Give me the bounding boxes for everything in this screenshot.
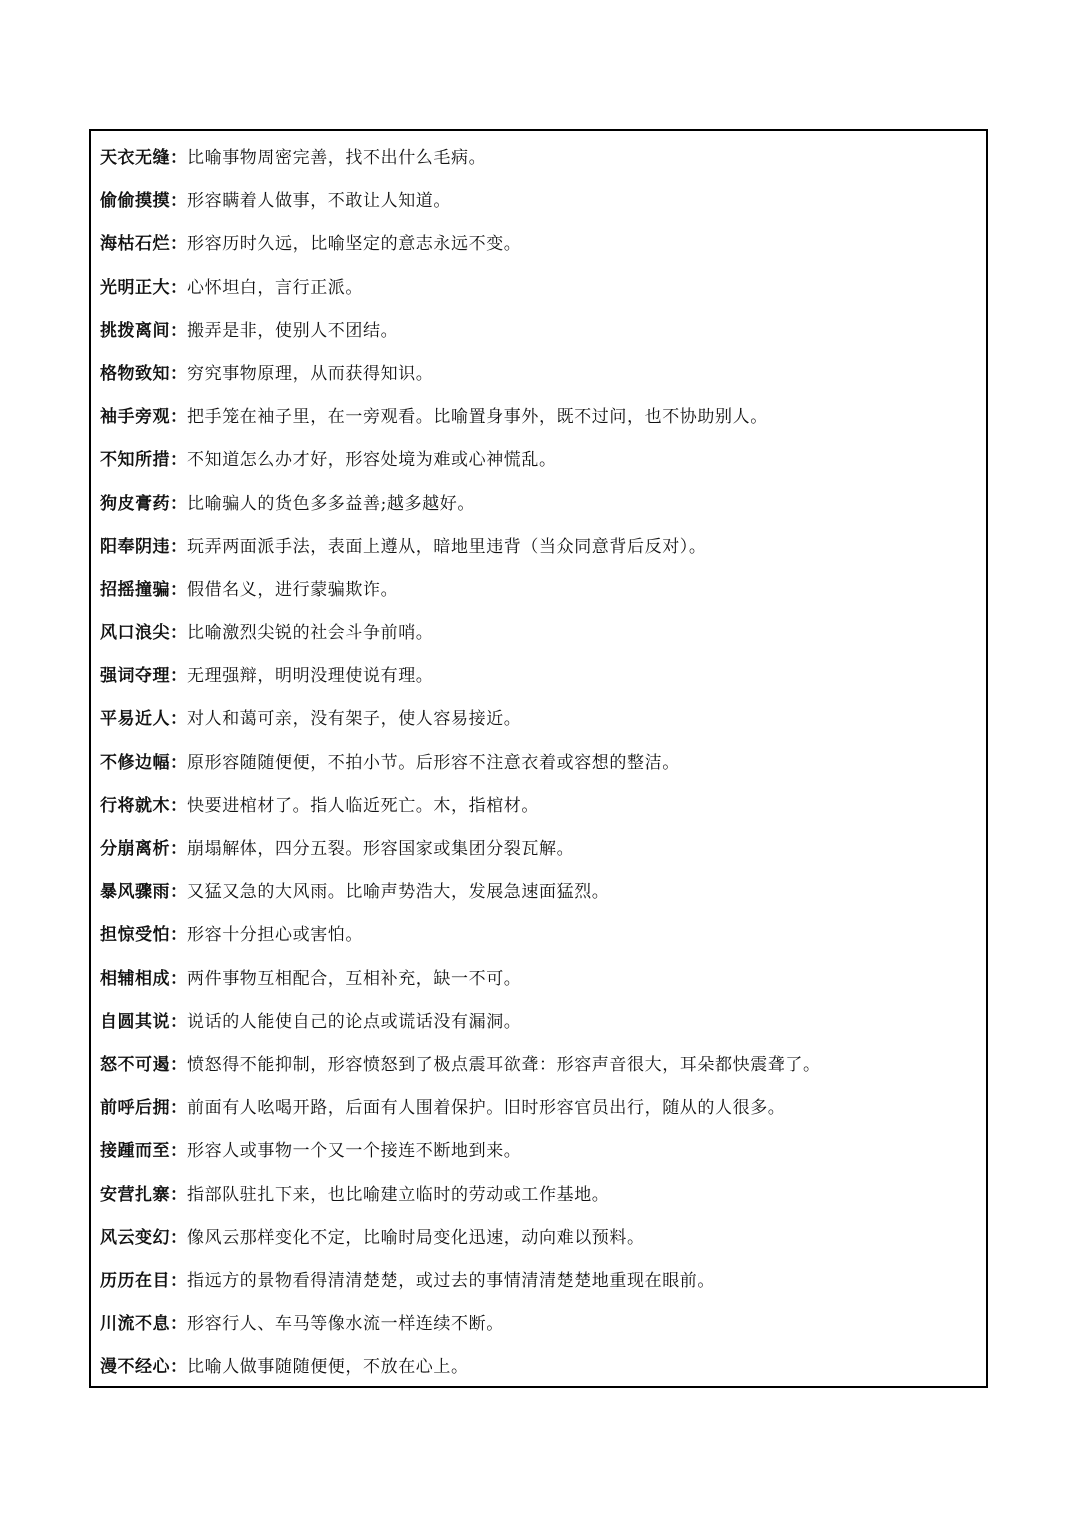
idiom-term: 狗皮膏药 [100,493,170,514]
idiom-term: 海枯石烂 [100,234,170,255]
idiom-colon: ： [170,363,187,384]
idiom-colon: ： [170,882,187,903]
idiom-term: 格物致知 [100,363,170,384]
idiom-colon: ： [170,1098,187,1119]
idiom-definition: 比喻骗人的货色多多益善;越多越好。 [187,493,475,514]
idiom-definition: 形容人或事物一个又一个接连不断地到来。 [187,1141,522,1162]
idiom-term: 平易近人 [100,709,170,730]
idiom-term: 漫不经心 [100,1357,170,1378]
idiom-entry [100,1087,978,1130]
idiom-definition: 像风云那样变化不定，比喻时局变化迅速，动向难以预料。 [187,1227,645,1248]
idiom-entry [100,655,978,698]
idiom-colon: ： [170,1184,187,1205]
idiom-term: 接踵而至 [100,1141,170,1162]
idiom-colon: ： [170,493,187,514]
idiom-colon: ： [170,1227,187,1248]
idiom-term: 担惊受怕 [100,925,170,946]
idiom-definition: 搬弄是非，使别人不团结。 [187,320,399,341]
idiom-colon: ： [170,450,187,471]
idiom-definition: 玩弄两面派手法，表面上遵从，暗地里违背（当众同意背后反对）。 [187,536,707,557]
idiom-entry [100,1130,978,1173]
idiom-term: 相辅相成 [100,968,170,989]
idiom-term: 天衣无缝 [100,148,170,168]
idiom-entry [100,828,978,871]
idiom-definition: 指部队驻扎下来，也比喻建立临时的劳动或工作基地。 [187,1184,610,1205]
idiom-colon: ： [170,579,187,600]
idiom-entry [100,439,978,482]
idiom-definition: 比喻人做事随随便便，不放在心上。 [187,1357,469,1378]
idiom-term: 风云变幻 [100,1227,170,1248]
idiom-colon: ： [170,407,187,428]
idiom-entry [100,1217,978,1260]
idiom-term: 川流不息 [100,1314,170,1335]
idiom-term: 袖手旁观 [100,407,170,428]
idiom-entry [100,483,978,526]
idiom-entry [100,569,978,612]
idiom-entry [100,1303,978,1346]
idiom-entry [100,310,978,353]
idiom-definition: 把手笼在袖子里，在一旁观看。比喻置身事外，既不过问，也不协助别人。 [187,407,768,428]
idiom-term: 安营扎寨 [100,1184,170,1205]
idiom-term: 前呼后拥 [100,1098,170,1119]
idiom-term: 不知所措 [100,450,170,471]
idiom-term: 分崩离析 [100,839,170,859]
idiom-colon: ： [170,623,187,644]
idiom-entry [100,914,978,957]
idiom-colon: ： [170,839,187,859]
idiom-term: 偷偷摸摸 [100,191,170,212]
idiom-definition: 形容行人、车马等像水流一样连续不断。 [187,1314,504,1335]
idiom-definition: 心怀坦白，言行正派。 [187,277,363,298]
idiom-entry [100,1260,978,1303]
idiom-term: 招摇撞骗 [100,579,170,600]
idiom-term: 历历在目 [100,1270,170,1291]
idiom-definition: 比喻激烈尖锐的社会斗争前哨。 [187,623,434,644]
idiom-term: 强词夺理 [100,666,170,687]
idiom-entry [100,223,978,266]
idiom-colon: ： [170,1054,187,1075]
idiom-entry [100,958,978,1001]
idiom-colon: ： [170,1270,187,1291]
idiom-entry [100,1001,978,1044]
idiom-colon: ： [170,752,187,773]
idiom-colon: ： [170,666,187,687]
idiom-definition: 崩塌解体，四分五裂。形容国家或集团分裂瓦解。 [187,839,575,859]
idiom-definition: 又猛又急的大风雨。比喻声势浩大，发展急速面猛烈。 [187,882,610,903]
idiom-definition: 穷究事物原理，从而获得知识。 [187,363,434,384]
idiom-colon: ： [170,536,187,557]
idiom-colon: ： [170,795,187,816]
idiom-definition: 形容十分担心或害怕。 [187,925,363,946]
idiom-term: 行将就木 [100,795,170,816]
idiom-colon: ： [170,277,187,298]
idiom-colon: ： [170,709,187,730]
idiom-colon: ： [170,1314,187,1335]
idiom-term: 风口浪尖 [100,623,170,644]
idiom-entry [100,1346,978,1389]
idiom-entry [100,785,978,828]
idiom-definition: 不知道怎么办才好，形容处境为难或心神慌乱。 [187,450,557,471]
idiom-colon: ： [170,320,187,341]
idiom-list [100,137,978,1389]
idiom-term: 光明正大 [100,277,170,298]
idiom-definition: 说话的人能使自己的论点或谎话没有漏洞。 [187,1011,522,1032]
idiom-entry [100,267,978,310]
idiom-colon: ： [170,1011,187,1032]
idiom-definition: 无理强辩，明明没理使说有理。 [187,666,434,687]
idiom-entry [100,698,978,741]
idiom-entry [100,871,978,914]
idiom-term: 怒不可遏 [100,1054,170,1075]
idiom-colon: ： [170,191,187,212]
idiom-entry [100,180,978,223]
idiom-table [89,129,988,1388]
idiom-term: 自圆其说 [100,1011,170,1032]
idiom-entry [100,396,978,439]
idiom-definition: 两件事物互相配合，互相补充，缺一不可。 [187,968,522,989]
idiom-entry [100,742,978,785]
idiom-definition: 形容历时久远，比喻坚定的意志永远不变。 [187,234,522,255]
idiom-definition: 快要进棺材了。指人临近死亡。木，指棺材。 [187,795,539,816]
idiom-colon: ： [170,968,187,989]
idiom-definition: 形容瞒着人做事，不敢让人知道。 [187,191,451,212]
idiom-term: 挑拨离间 [100,320,170,341]
idiom-entry [100,353,978,396]
idiom-entry [100,137,978,180]
idiom-definition: 前面有人吆喝开路，后面有人围着保护。旧时形容官员出行，随从的人很多。 [187,1098,786,1119]
idiom-definition: 原形容随随便便，不拍小节。后形容不注意衣着或容想的整洁。 [187,752,680,773]
idiom-entry [100,1044,978,1087]
idiom-term: 阳奉阴违 [100,536,170,557]
idiom-definition: 对人和蔼可亲，没有架子，使人容易接近。 [187,709,522,730]
idiom-colon: ： [170,148,187,168]
idiom-colon: ： [170,1141,187,1162]
idiom-term: 不修边幅 [100,752,170,773]
idiom-entry [100,1174,978,1217]
idiom-definition: 假借名义，进行蒙骗欺诈。 [187,579,399,600]
idiom-term: 暴风骤雨 [100,882,170,903]
idiom-definition: 愤怒得不能抑制，形容愤怒到了极点震耳欲聋：形容声音很大，耳朵都快震聋了。 [187,1054,821,1075]
idiom-colon: ： [170,925,187,946]
idiom-definition: 指远方的景物看得清清楚楚，或过去的事情清清楚楚地重现在眼前。 [187,1270,715,1291]
idiom-colon: ： [170,1357,187,1378]
idiom-definition: 比喻事物周密完善，找不出什么毛病。 [187,148,487,168]
idiom-entry [100,612,978,655]
idiom-entry [100,526,978,569]
idiom-colon: ： [170,234,187,255]
